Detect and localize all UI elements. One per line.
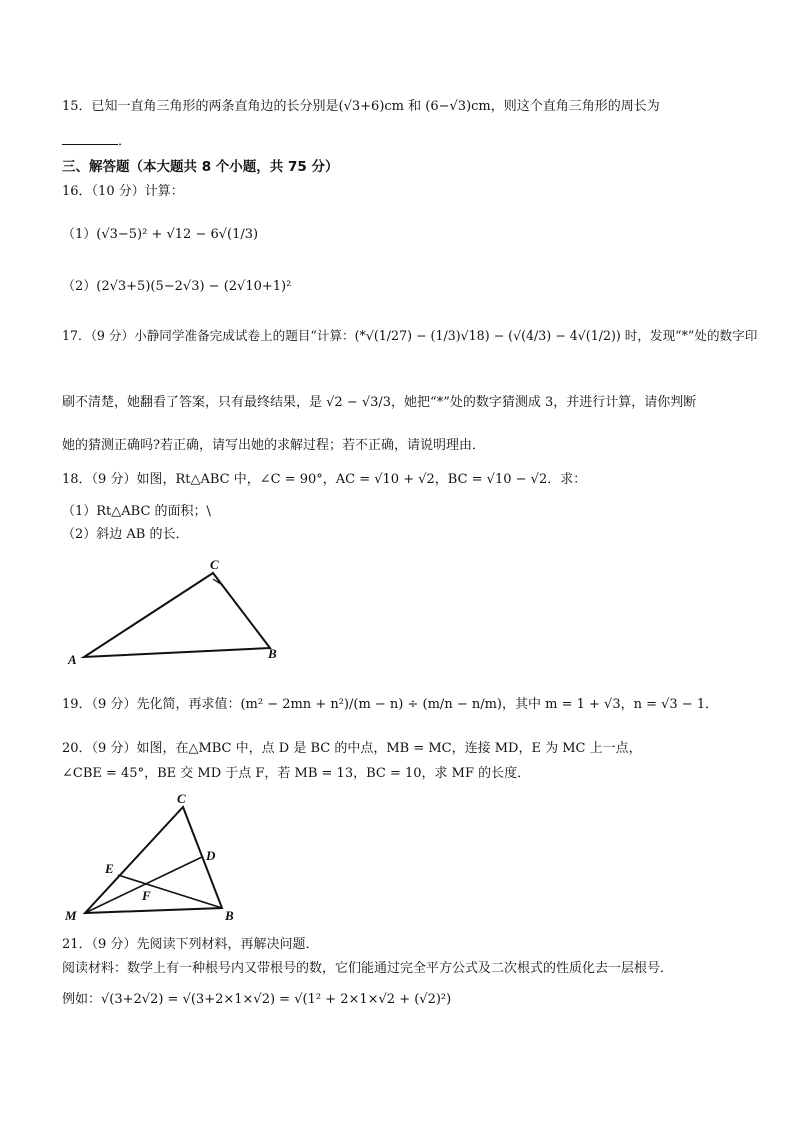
label-m: M xyxy=(65,908,77,923)
q16-part2: （2）(2√3+5)(5−2√3) − (2√10+1)² xyxy=(62,279,292,294)
label-b: B xyxy=(225,908,234,923)
q21-line1: 21．（9 分）先阅读下列材料，再解决问题． xyxy=(62,937,319,952)
label-d: D xyxy=(206,848,216,863)
q20-line1: 20．（9 分）如图，在△MBC 中，点 D 是 BC 的中点，MB = MC，连接 MD，E 为 MC 上一点， xyxy=(62,741,642,756)
right-angle-mark xyxy=(213,576,219,583)
label-c: C xyxy=(210,557,219,572)
q17-line1: 17．（9 分）小静同学准备完成试卷上的题目“计算：(*√(1/27) − (1/3)√18) − (√(4/3) − 4√(1/2)) 时，发现“*”处的数字印 xyxy=(62,328,758,343)
q16-part1: （1）(√3−5)² + √12 − 6√(1/3) xyxy=(62,227,259,242)
label-a: A xyxy=(68,652,77,667)
q17-line3: 她的猜测正确吗?若正确，请写出她的求解过程；若不正确，请说明理由． xyxy=(62,438,485,453)
q20-line2: ∠CBE = 45°，BE 交 MD 于点 F，若 MB = 13，BC = 10，求 MF 的长度． xyxy=(62,766,531,781)
q16-header: 16．（10 分）计算： xyxy=(62,184,184,199)
q20-triangle-figure xyxy=(60,788,250,928)
label-b: B xyxy=(268,646,277,661)
q18-part1: （1）Rt△ABC 的面积；\ xyxy=(62,504,211,519)
q21-line3: 例如：√(3+2√2) = √(3+2×1×√2) = √(1² + 2×1×√2 + (√2)²) xyxy=(62,992,452,1007)
q21-line2: 阅读材料：数学上有一种根号内又带根号的数，它们能通过完全平方公式及二次根式的性质化去一层根号． xyxy=(62,961,674,976)
segment-be xyxy=(118,875,222,908)
segment-md xyxy=(85,857,202,913)
label-f: F xyxy=(142,888,151,903)
q15-line1: 15．已知一直角三角形的两条直角边的长分别是(√3+6)cm 和 (6−√3)cm，则这个直角三角形的周长为 xyxy=(62,99,660,114)
answer-blank[interactable] xyxy=(62,132,118,145)
triangle-mbc xyxy=(85,807,222,913)
section-title: 三、解答题（本大题共 8 个小题，共 75 分） xyxy=(62,159,339,175)
q18-triangle-figure xyxy=(60,552,290,667)
q19-line: 19．（9 分）先化简，再求值：(m² − 2mn + n²)/(m − n) ÷ (m/n − n/m)，其中 m = 1 + √3，n = √3 − 1． xyxy=(62,697,719,712)
triangle-abc xyxy=(84,573,270,657)
q15-line2 xyxy=(62,132,131,151)
label-e: E xyxy=(105,861,114,876)
q15-line2-end: ． xyxy=(118,134,132,149)
q18-part2: （2）斜边 AB 的长． xyxy=(62,527,189,542)
label-c: C xyxy=(177,791,186,806)
q17-line2: 刷不清楚，她翻看了答案，只有最终结果，是 √2 − √3/3，她把“*”处的数字猜测成 3，并进行计算，请你判断 xyxy=(62,395,697,410)
q18-line1: 18．（9 分）如图，Rt△ABC 中，∠C = 90°，AC = √10 + √2，BC = √10 − √2．求： xyxy=(62,472,587,487)
